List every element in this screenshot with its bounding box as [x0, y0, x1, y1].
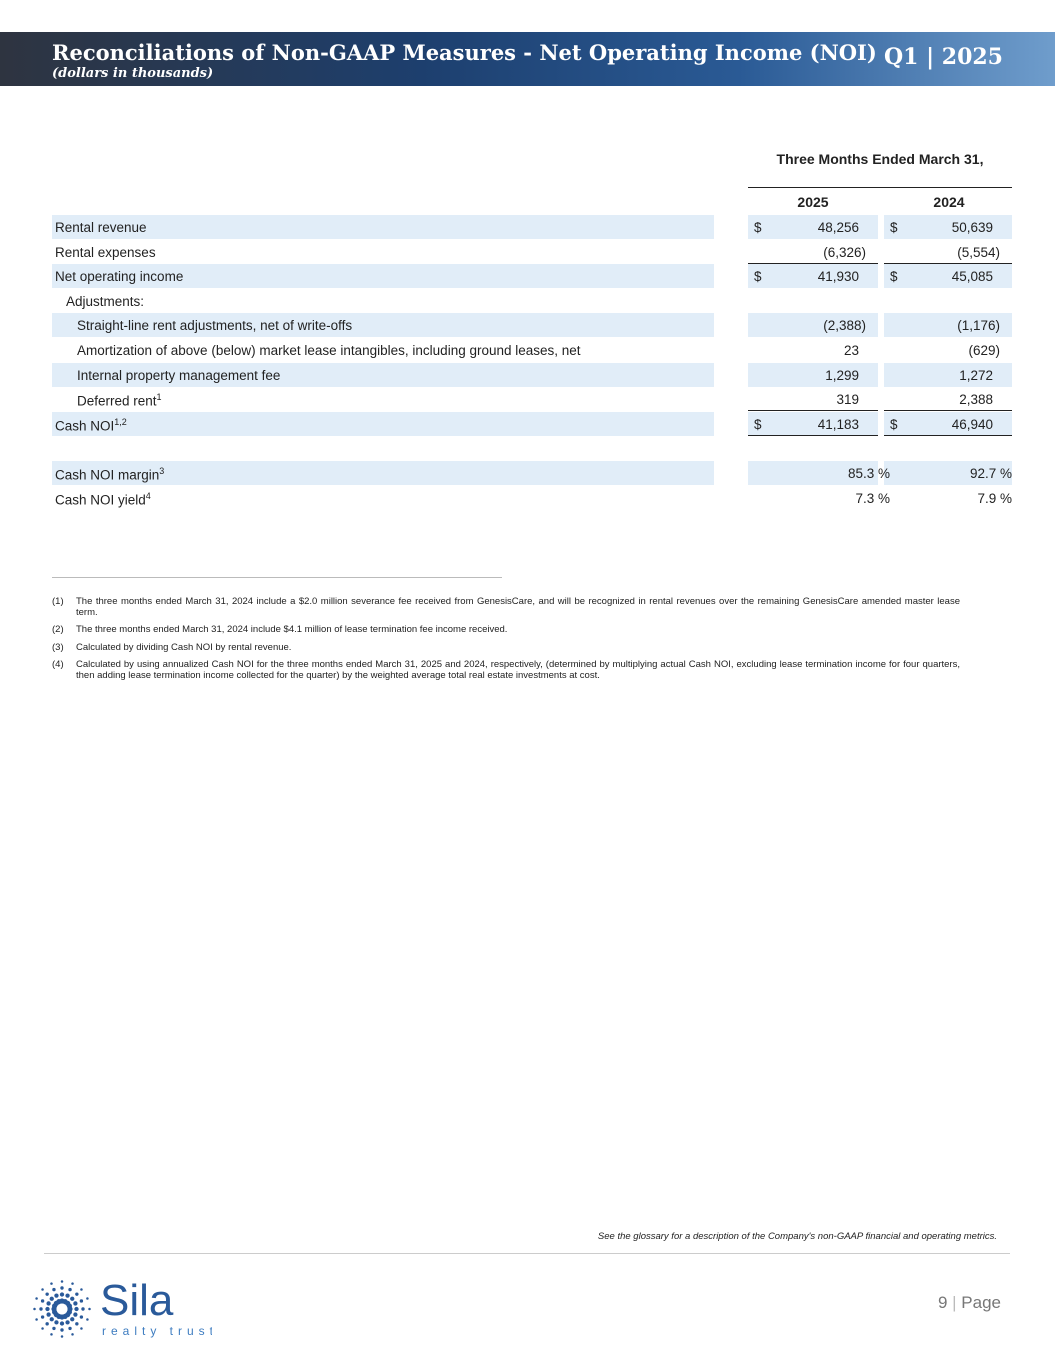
- dollar-sign: $: [754, 416, 762, 432]
- sun-logo-icon: [32, 1275, 212, 1339]
- year-header: 2025: [797, 194, 829, 210]
- year-header: 2024: [933, 194, 965, 210]
- value-2024: 46,940: [951, 416, 993, 432]
- page-num: 9: [937, 1293, 948, 1312]
- table-row: [52, 412, 1012, 436]
- dollar-sign: $: [754, 269, 762, 285]
- header-banner: [0, 32, 1055, 86]
- footnote: (4) Calculated by using annualized Cash NOI for the three months ended March 31, 2025 and 2024, respectively, (determined by multiplying actual Cash NOI, excluding lease termination income for four quarters, then adding lease termination income collected for the quarter) by the weighted average total real estate investments at cost.: [52, 659, 960, 681]
- row-label: Rental revenue: [55, 220, 147, 235]
- value-2025: 48,256: [817, 220, 859, 235]
- row-label: Straight-line rent adjustments, net of write-offs: [77, 318, 353, 334]
- row-label: Adjustments:: [66, 293, 145, 309]
- table-row: [52, 215, 1012, 239]
- value-2025: (2,388): [823, 318, 866, 334]
- sila-logo: [32, 1275, 212, 1344]
- row-label: Cash NOI yield$^4$: [55, 491, 151, 508]
- value-2025: (6,326): [823, 244, 866, 260]
- svg-text:realty trust: realty trust: [102, 1324, 212, 1338]
- page-subtitle: (dollars in thousands): [52, 66, 214, 81]
- row-label: Amortization of above (below) market lease intangibles, including ground leases, net: [77, 343, 581, 358]
- page-number: 9 | Page: [937, 1293, 1001, 1312]
- value-2025: 23: [843, 343, 859, 358]
- value-2024: 1,272: [959, 367, 993, 383]
- value-2025: 7.3 %: [855, 491, 890, 506]
- page-title: Reconciliations of Non-GAAP Measures - Net Operating Income (NOI): [52, 40, 877, 65]
- table-row: [52, 240, 1012, 264]
- dollar-sign: $: [890, 220, 898, 235]
- dollar-sign: $: [754, 220, 762, 235]
- table-row: [52, 313, 1012, 337]
- row-label: Deferred rent$^1$: [77, 392, 162, 409]
- dollar-sign: $: [890, 416, 898, 432]
- value-2024: 45,085: [951, 269, 993, 285]
- footnote: (2) The three months ended March 31, 2024 include $4.1 million of lease termination fee income received.: [52, 624, 508, 635]
- table-row: [52, 289, 1012, 313]
- value-2024: (1,176): [957, 318, 1000, 334]
- value-2024: 2,388: [959, 392, 993, 408]
- dollar-sign: $: [890, 269, 898, 285]
- period-label: Q1 | 2025: [883, 44, 1003, 70]
- value-2025: 41,183: [817, 416, 859, 432]
- value-2024: (629): [968, 343, 1000, 358]
- value-2024: 7.9 %: [977, 491, 1012, 506]
- value-2024: (5,554): [957, 244, 1000, 260]
- value-2024: 50,639: [951, 220, 993, 235]
- table-row: [52, 461, 1012, 485]
- footnote-divider: [52, 577, 502, 578]
- divider: [748, 187, 1012, 188]
- table-row: [52, 363, 1012, 387]
- page-label: Page: [961, 1293, 1001, 1312]
- row-label: Cash NOI$^{1,2}$: [55, 416, 127, 434]
- footer-divider: [44, 1253, 1010, 1254]
- row-label: Net operating income: [55, 269, 184, 285]
- value-2025: 319: [836, 392, 859, 408]
- table-row: [52, 338, 1012, 362]
- row-label: Rental expenses: [55, 244, 156, 260]
- table-row: [52, 486, 1012, 510]
- period-header: Three Months Ended March 31,: [776, 151, 984, 167]
- footnote: (3) Calculated by dividing Cash NOI by rental revenue.: [52, 642, 292, 653]
- table-row: [52, 387, 1012, 411]
- value-2025: 41,930: [817, 269, 859, 285]
- value-2025: 85.3 %: [847, 466, 890, 482]
- svg-text:Sila: Sila: [100, 1276, 174, 1325]
- table-row: [52, 264, 1012, 288]
- row-label: Internal property management fee: [77, 367, 281, 383]
- footnote: (1) The three months ended March 31, 2024 include a $2.0 million severance fee received from GenesisCare, and will be recognized in rental revenues over the remaining GenesisCare amended master lease term.: [52, 596, 960, 618]
- value-2025: 1,299: [825, 367, 859, 383]
- value-2024: 92.7 %: [969, 466, 1012, 482]
- glossary-note: See the glossary for a description of the Company's non-GAAP financial and operating metrics.: [597, 1231, 997, 1242]
- row-label: Cash NOI margin$^3$: [55, 466, 165, 483]
